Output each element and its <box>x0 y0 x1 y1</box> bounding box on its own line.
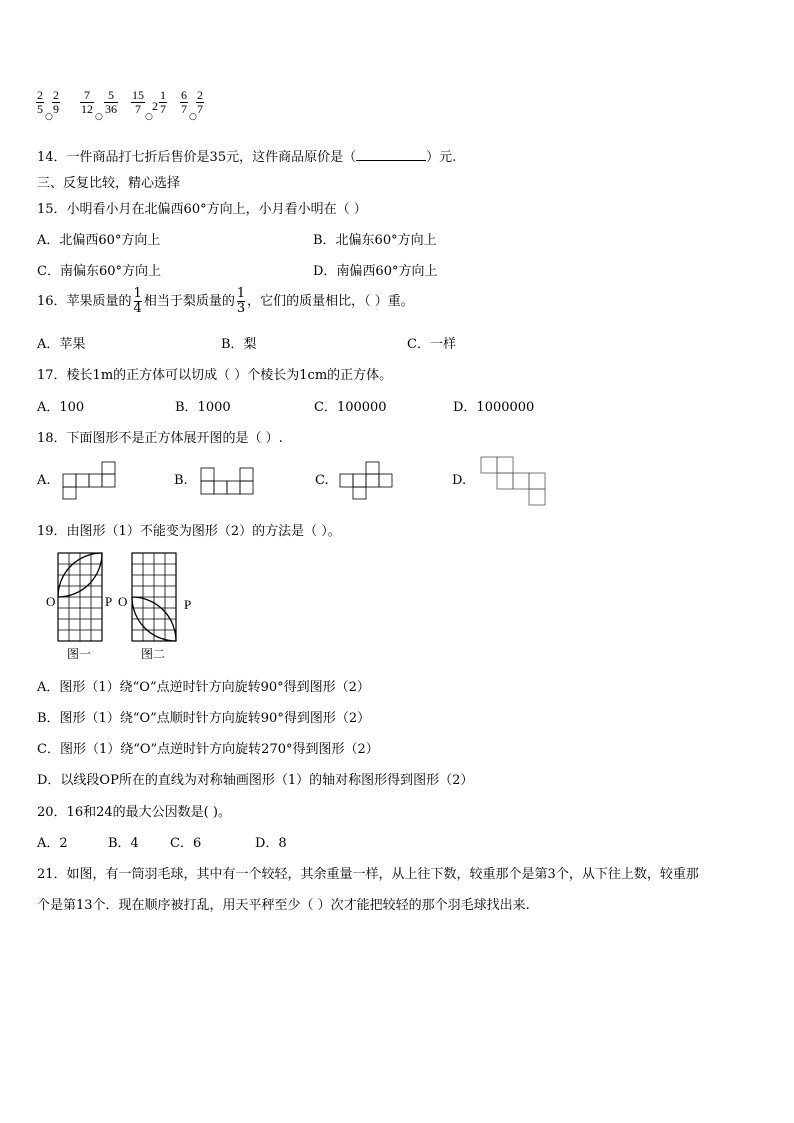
question-16-stem <box>37 287 414 316</box>
q20-option-c[interactable]: C．6 <box>170 836 202 851</box>
point-p-label: P <box>184 597 192 612</box>
fraction: $\frac{15}{7}$ <box>132 88 144 116</box>
net-figure-d <box>480 456 546 508</box>
fraction-one-third: $\frac{1}{3}$ <box>236 286 246 316</box>
point-o-label: O <box>118 594 128 609</box>
fraction: $\frac{6}{7}$ <box>181 88 187 116</box>
compare-circle[interactable]: ○ <box>189 112 197 122</box>
q20-option-d[interactable]: D．8 <box>255 836 287 851</box>
q18-option-b[interactable]: B. <box>174 473 188 488</box>
figure-one-grid <box>57 552 103 642</box>
net-figure-a <box>62 461 116 500</box>
q16-text: 16．苹果质量的 <box>37 294 132 309</box>
answer-blank[interactable] <box>356 148 426 161</box>
q17-option-b[interactable]: B．1000 <box>175 400 231 415</box>
q20-option-a[interactable]: A．2 <box>37 836 68 851</box>
fraction: $\frac{2}{7}$ <box>197 88 203 116</box>
net-figure-c <box>339 461 393 500</box>
q17-option-d[interactable]: D．1000000 <box>453 400 535 415</box>
q16-text: 相当于梨质量的 <box>143 294 235 309</box>
q18-option-d[interactable]: D. <box>452 473 467 488</box>
compare-circle[interactable]: ○ <box>95 112 103 122</box>
question-15-stem: 15．小明看小月在北偏西60°方向上，小月看小明在（ ） <box>37 202 367 217</box>
q17-option-a[interactable]: A．100 <box>37 400 85 415</box>
q19-option-d[interactable]: D．以线段OP所在的直线为对称轴画图形（1）的轴对称图形得到图形（2） <box>37 773 474 788</box>
figure-two-caption: 图二 <box>141 647 166 661</box>
q16-option-c[interactable]: C．一样 <box>407 337 456 352</box>
figure-one-caption: 图一 <box>67 647 92 661</box>
net-figure-b <box>200 467 254 495</box>
q17-option-c[interactable]: C．100000 <box>314 400 387 415</box>
compare-circle[interactable]: ○ <box>145 112 153 122</box>
fraction: $\frac{2}{9}$ <box>53 88 59 116</box>
q19-option-a[interactable]: A．图形（1）绕“O”点逆时针方向旋转90°得到图形（2） <box>37 680 370 695</box>
q18-option-c[interactable]: C. <box>315 473 329 488</box>
fraction-one-quarter: $\frac{1}{4}$ <box>133 286 142 316</box>
q16-option-b[interactable]: B．梨 <box>221 337 257 352</box>
question-21-line2: 个是第13个．现在顺序被打乱，用天平秤至少（ ）次才能把较轻的那个羽毛球找出来. <box>37 898 530 913</box>
q14-text-end: ）元. <box>426 150 457 165</box>
q15-option-a[interactable]: A．北偏西60°方向上 <box>37 233 161 248</box>
question-19-stem: 19．由图形（1）不能变为图形（2）的方法是（ ）。 <box>37 524 341 539</box>
whole-number: 2 <box>152 99 158 113</box>
q14-text: 14．一件商品打七折后售价是35元，这件商品原价是（ <box>37 150 357 165</box>
fraction: $\frac{2}{5}$ <box>37 88 43 116</box>
q19-option-c[interactable]: C．图形（1）绕“O”点逆时针方向旋转270°得到图形（2） <box>37 742 379 757</box>
q19-option-b[interactable]: B．图形（1）绕“O”点顺时针方向旋转90°得到图形（2） <box>37 711 371 726</box>
point-o-label: O <box>46 594 56 609</box>
q18-option-a[interactable]: A. <box>37 473 51 488</box>
question-14 <box>37 146 456 165</box>
section-heading: 三、反复比较，精心选择 <box>37 176 181 191</box>
q20-option-b[interactable]: B．4 <box>108 836 139 851</box>
fraction: $\frac{7}{12}$ <box>81 88 93 116</box>
question-17-stem: 17．棱长1m的正方体可以切成（ ）个棱长为1cm的正方体。 <box>37 368 393 383</box>
q16-text: ，它们的质量相比，（ ）重。 <box>247 294 414 309</box>
fraction: $\frac{5}{36}$ <box>105 88 117 116</box>
question-18-stem: 18．下面图形不是正方体展开图的是（ ）. <box>37 431 283 446</box>
q15-option-d[interactable]: D．南偏西60°方向上 <box>313 264 438 279</box>
q15-option-c[interactable]: C．南偏东60°方向上 <box>37 264 161 279</box>
fraction: $\frac{1}{7}$ <box>160 88 166 116</box>
question-21-line1: 21．如图，有一筒羽毛球，其中有一个较轻，其余重量一样，从上往下数，较重那个是第3个，从下往上数，较重那 <box>37 867 699 882</box>
question-20-stem: 20．16和24的最大公因数是( )。 <box>37 805 231 820</box>
compare-circle[interactable]: ○ <box>45 112 53 122</box>
q15-option-b[interactable]: B．北偏东60°方向上 <box>313 233 437 248</box>
point-p-label: P <box>105 594 113 609</box>
figure-two-grid <box>131 552 177 642</box>
q16-option-a[interactable]: A．苹果 <box>37 337 86 352</box>
